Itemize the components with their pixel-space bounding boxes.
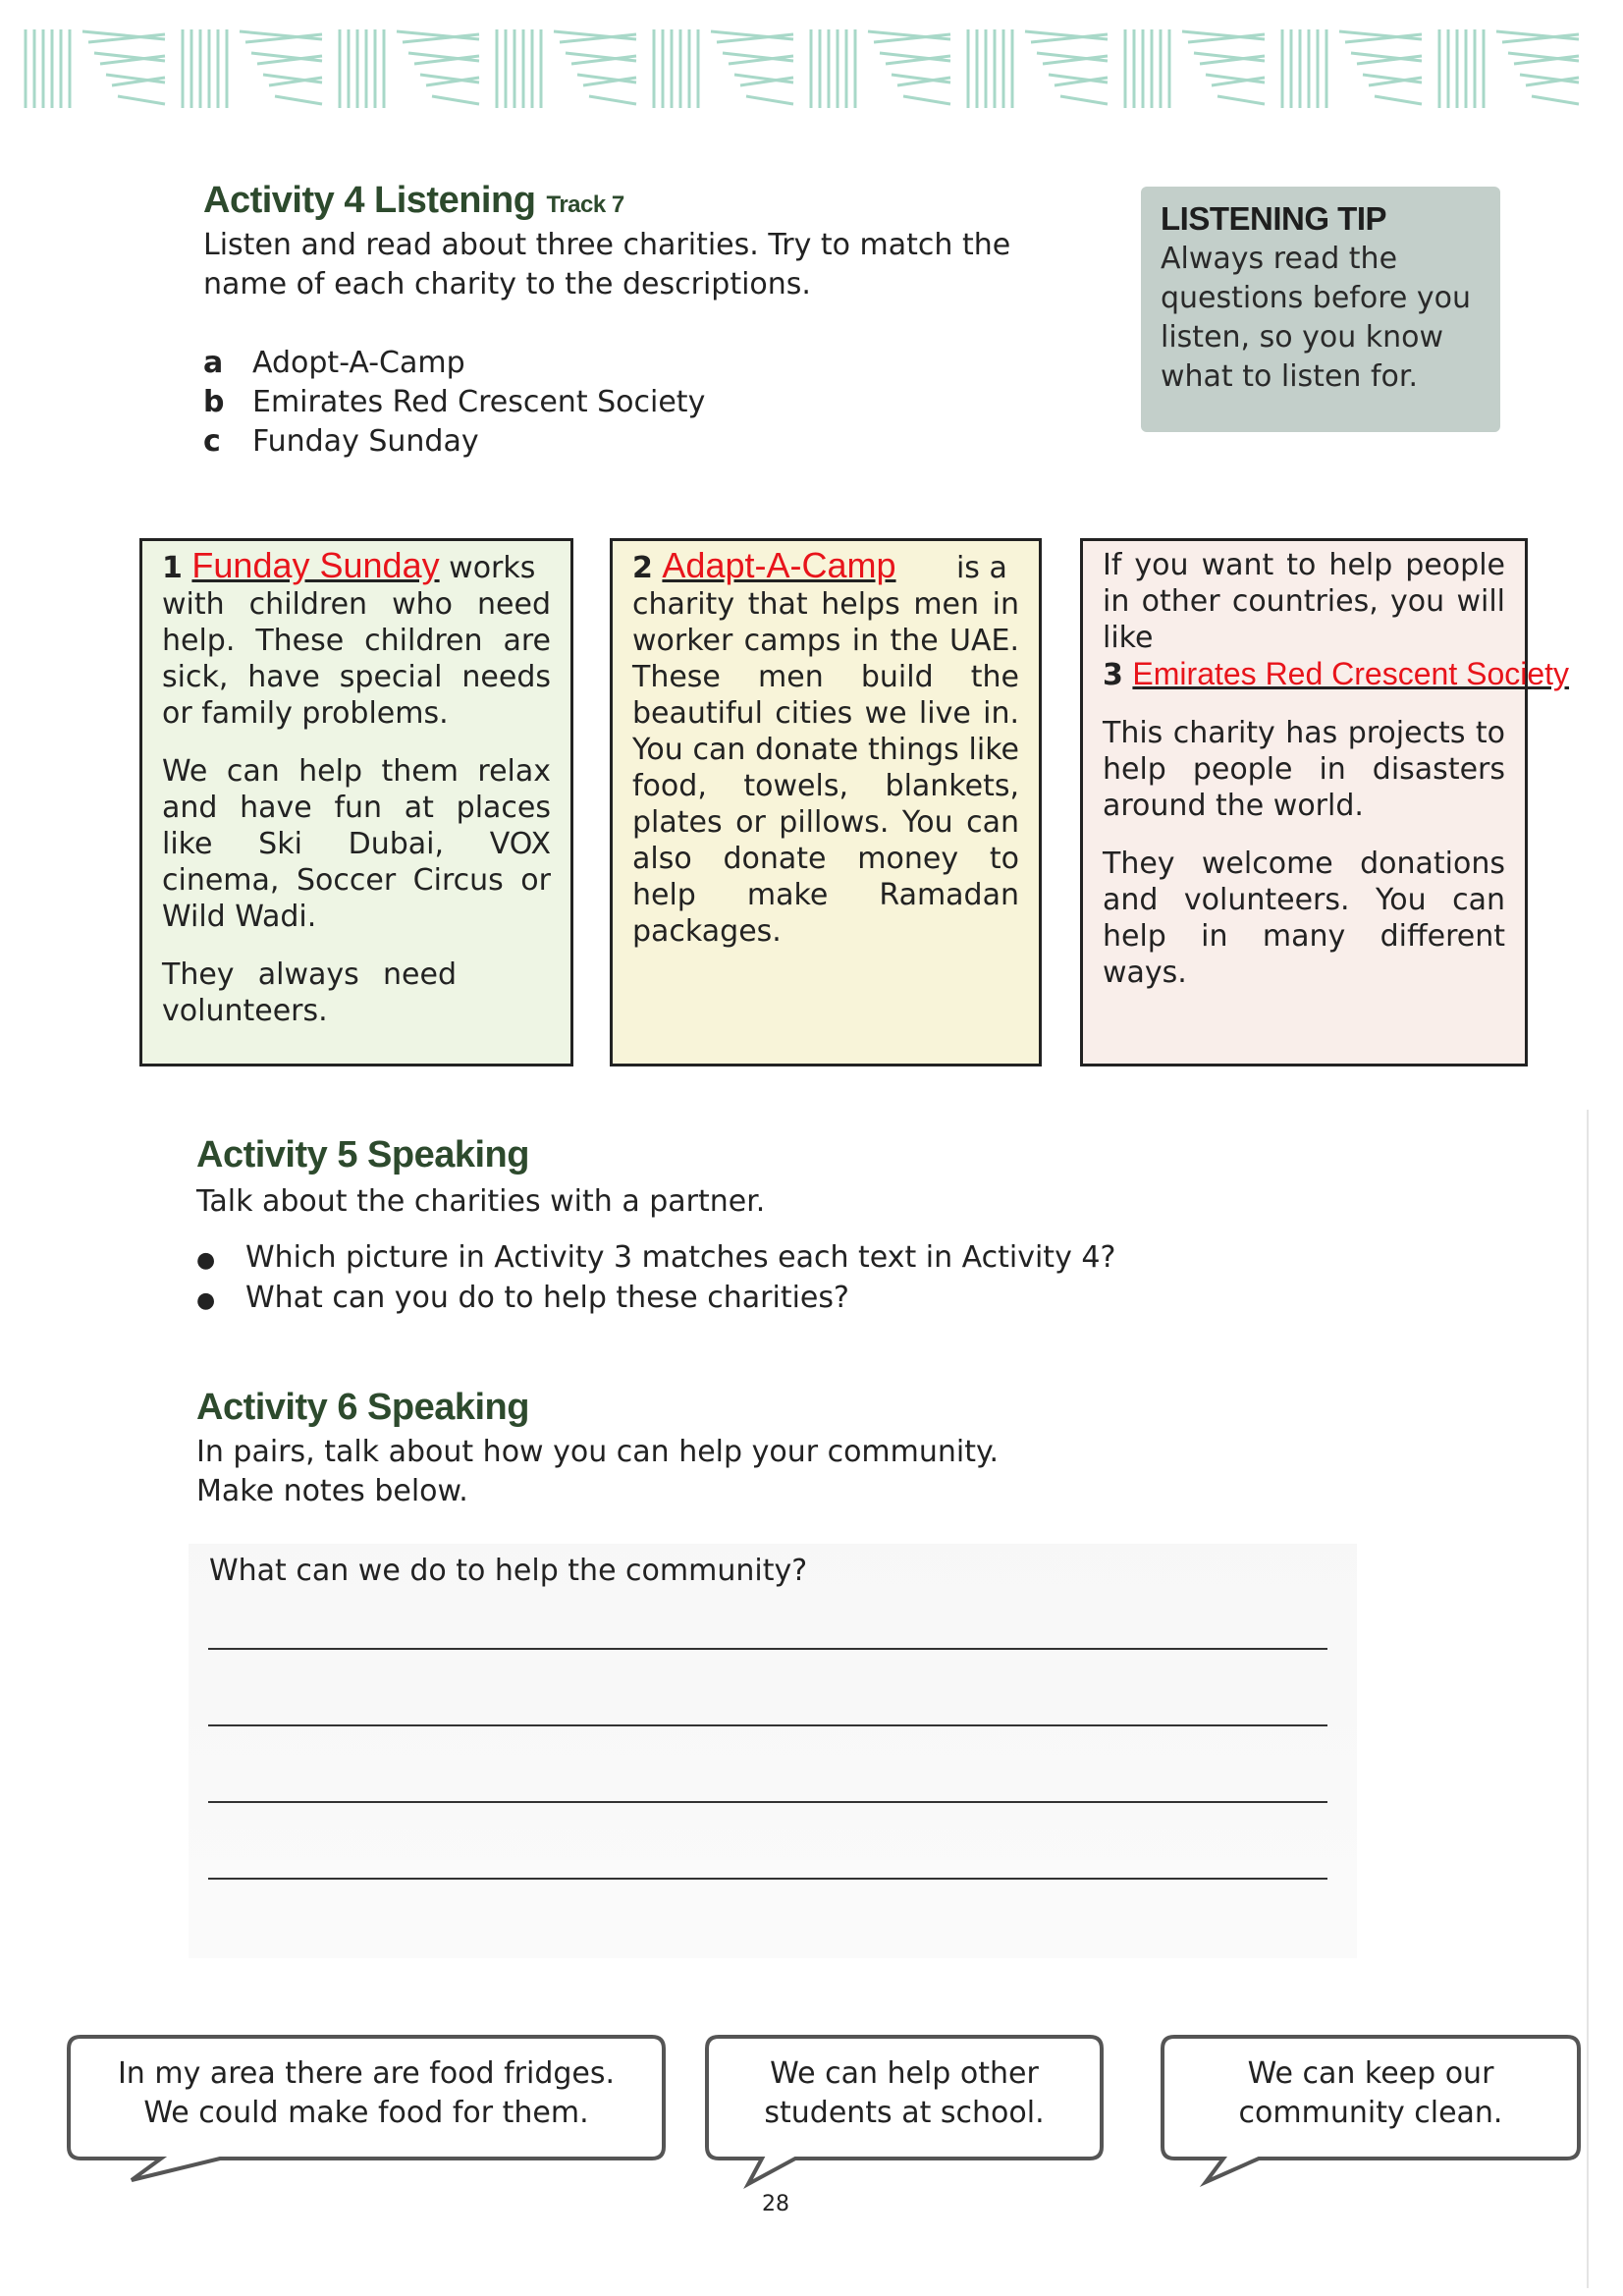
track-label: Track 7 [546,191,624,218]
band-stroke [589,96,636,104]
activity4-heading: Activity 4 Listening Track 7 [203,180,624,221]
card3-intro: If you want to help people in other countries, you will like [1103,548,1505,655]
speech-bubble-2: We can help other students at school. [701,2033,1109,2190]
band-stroke [275,96,322,104]
charity-card-1: 1 Funday Sunday works with children who need help. These children are sick, have special needs or family problems. We can help them relax and have fun at places like Ski Dubai, VOX cinema, Soccer Circus or Wild Wadi. They always need volunteers. [139,538,573,1066]
activity6-section [196,1387,1178,1511]
scan-edge [1587,1110,1589,2288]
answer-1: Funday Sunday [191,545,440,585]
charity-card-3: If you want to help people in other countries, you will like 3 Emirates Red Crescent Society This charity has projects to help people in disasters around the world. They welcome donations and volunteers. You can help in many different ways. [1080,538,1528,1066]
listening-tip-box [1141,187,1500,432]
band-stroke [1375,96,1422,104]
activity5-instructions: Talk about the charities with a partner. [196,1184,766,1219]
activity5-bullet-2: ● What can you do to help these charities? [196,1280,1178,1320]
charity-card-2: 2 Adapt-A-Camp is a charity that helps men in worker camps in the UAE. These men build the beautiful cities we live in. You can donate things like food, towels, blankets, plates or pillows. You can also donate money to help make Ramadan packages. [610,538,1042,1066]
activity5-bullet-1: ● Which picture in Activity 3 matches each text in Activity 4? [196,1239,1178,1280]
activity6-instructions-2: Make notes below. [196,1474,468,1508]
band-stroke [903,96,950,104]
band-stroke [118,96,165,104]
bullet-icon: ● [196,1288,216,1313]
charity-options-list [203,344,1087,462]
card3-para-2: They welcome donations and volunteers. You can help in many different ways. [1103,847,1505,990]
activity5-bullets [196,1239,1178,1320]
faded-background [189,1544,1357,1958]
card1-para-3: They always need volunteers. [162,957,457,1028]
band-stroke [746,96,793,104]
activity6-heading: Activity 6 Speaking [196,1387,529,1428]
card1-para-1: with children who need help. These children are sick, have special needs or family problems. [162,587,551,731]
speech-bubble-1: In my area there are food fridges. We could make food for them. [63,2033,672,2190]
bullet-icon: ● [196,1248,216,1273]
answer-3: Emirates Red Crescent Society [1132,656,1570,691]
header-pattern [18,22,1591,116]
activity5-section [196,1134,1178,1320]
card2-para-1: charity that helps men in worker camps in the UAE. These men build the beautiful cities we live in. You can donate things like food, towels, blankets, plates or pillows. You can also donate money to help make Ramadan packages. [632,587,1019,949]
band-stroke [432,96,479,104]
writing-line-3[interactable] [208,1801,1327,1803]
activity6-question: What can we do to help the community? [209,1554,808,1588]
speech-bubble-3: We can keep our community clean. [1157,2033,1587,2190]
activity6-instructions-1: In pairs, talk about how you can help your community. [196,1435,1000,1469]
page-number: 28 [762,2192,789,2216]
activity4-section [203,180,1087,462]
card1-para-2: We can help them relax and have fun at places like Ski Dubai, VOX cinema, Soccer Circus or Wild Wadi. [162,754,551,934]
tip-title: LISTENING TIP [1161,200,1387,237]
activity4-instructions: Listen and read about three charities. Try to match the name of each charity to the descriptions. [203,228,1011,301]
writing-line-4[interactable] [208,1878,1327,1880]
writing-line-1[interactable] [208,1648,1327,1650]
tip-text: Always read the questions before you listen, so you know what to listen for. [1161,242,1471,394]
option-a: a Adopt-A-Camp [203,346,465,380]
option-b: b Emirates Red Crescent Society [203,385,706,419]
answer-2: Adapt-A-Camp [662,545,896,585]
band-stroke [1532,96,1579,104]
option-c: c Funday Sunday [203,424,479,459]
band-stroke [1060,96,1108,104]
card3-para-1: This charity has projects to help people in disasters around the world. [1103,716,1505,823]
band-stroke [1217,96,1265,104]
writing-line-2[interactable] [208,1724,1327,1726]
activity5-heading: Activity 5 Speaking [196,1134,529,1175]
